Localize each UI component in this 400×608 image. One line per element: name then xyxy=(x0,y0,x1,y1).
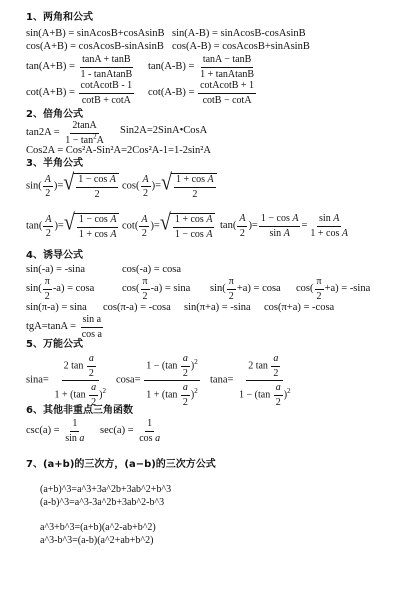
formula-sin-halfpi-minus: sin( $\frac{\pi}{2}$ -a) = cosa xyxy=(26,276,95,302)
formula-cos-halfpi-minus: cos( $\frac{\pi}{2}$ -a) = sina xyxy=(122,276,191,302)
formula-sin-halfpi-plus: sin( $\frac{\pi}{2}$ +a) = cosa xyxy=(210,276,281,302)
formula-sin-pi-plus: sin(π+a) = -sina xyxy=(184,302,251,313)
formula-sin-sum: sin(A+B) = sinAcosB+cosAsinB xyxy=(26,28,165,39)
section-heading-1: 1、两角和公式 xyxy=(26,12,93,23)
formula-cos-neg: cos(-a) = cosa xyxy=(122,264,181,275)
formula-sin-neg: sin(-a) = -sina xyxy=(26,264,85,275)
section-heading-2: 2、倍角公式 xyxy=(26,109,83,120)
formula-cos-double: Cos2A = Cos²A-Sin²A=2Cos²A-1=1-2sin²A xyxy=(26,145,211,156)
formula-cos-pi-minus: cos(π-a) = -cosa xyxy=(103,302,171,313)
formula-tan-sum: tan(A+B) = $\frac{\tan A + \tan B}{\text{1 - tanAtanB}}$ xyxy=(26,54,133,80)
formula-sec: sec(a) = $\frac{1}{\text{cos a}}$ xyxy=(100,418,161,444)
section-heading-5: 5、万能公式 xyxy=(26,339,83,350)
formula-sin-half: sin( $\frac{A}{2}$ )= √ $\frac{\text{1 − cos A}}{2}$ xyxy=(26,173,119,200)
formula-cot-sum: cot(A+B) = $\frac{\text{cotAcotB - 1}}{\cot B + \cot A}$ xyxy=(26,80,133,106)
section-heading-7: 7、(a+b)的三次方，(a−b)的三次方公式 xyxy=(26,459,216,470)
section-heading-6: 6、其他非重点三角函数 xyxy=(26,405,133,416)
section-heading-3: 3、半角公式 xyxy=(26,158,83,169)
formula-sum-of-cubes: a^3+b^3=(a+b)(a^2-ab+b^2) xyxy=(40,522,156,533)
formula-universal-sin: sina= 2 tan $\frac{a}{2}$ 1 + (tan $\frac{a}{2}$ )$^2$ xyxy=(26,353,106,408)
formula-cos-half: cos( $\frac{A}{2}$ )= √ $\frac{\text{1 + cos A}}{2}$ xyxy=(122,173,217,200)
formula-sin-double: Sin2A=2SinA•CosA xyxy=(120,125,208,136)
formula-cos-sum: cos(A+B) = cosAcosB-sinAsinB xyxy=(26,41,164,52)
formula-universal-tan: tana= 2 tan $\frac{a}{2}$ 1 − (tan $\frac{a}{2}$ )$^2$ xyxy=(210,353,291,408)
formula-cos-halfpi-plus: cos( $\frac{\pi}{2}$ +a) = -sina xyxy=(296,276,371,302)
formula-tan-double: tan2A = $\frac{2\tan A}{1 - \tan^2A}$ xyxy=(26,120,104,146)
formula-sin-diff: sin(A-B) = sinAcosB-cosAsinB xyxy=(172,28,306,39)
formula-tan-half-alt: tan( $\frac{A}{2}$ )= $\frac{\text{1 − cos A}}{\text{sin A}}$ = $\frac{\text{sin A}}{\text{1 + cos A}}$ xyxy=(220,213,348,239)
formula-cube-diff: (a-b)^3=a^3-3a^2b+3ab^2-b^3 xyxy=(40,497,165,508)
formula-tan-half: tan( $\frac{A}{2}$ )= √ $\frac{\text{1 − cos A}}{\text{1 + cos A}}$ xyxy=(26,213,119,240)
formula-cos-diff: cos(A-B) = cosAcosB+sinAsinB xyxy=(172,41,310,52)
section-heading-4: 4、诱导公式 xyxy=(26,250,83,261)
formula-cot-half: cot( $\frac{A}{2}$ )= √ $\frac{\text{1 + cos A}}{\text{1 − cos A}}$ xyxy=(122,213,215,240)
formula-diff-of-cubes: a^3-b^3=(a-b)(a^2+ab+b^2) xyxy=(40,535,154,546)
formula-sin-pi-minus: sin(π-a) = sina xyxy=(26,302,87,313)
formula-cot-diff: cot(A-B) = $\frac{\text{cotAcotB + 1}}{\cot B - \cot A}$ xyxy=(148,80,255,106)
formula-csc: csc(a) = $\frac{1}{\text{sin a}}$ xyxy=(26,418,85,444)
formula-universal-cos: cosa= 1 − (tan $\frac{a}{2}$ )$^2$ 1 + (tan $\frac{a}{2}$ )$^2$ xyxy=(116,353,198,408)
formula-tga: tgA=tanA = $\frac{\text{sin a}}{\text{cos a}}$ xyxy=(26,314,102,340)
formula-cos-pi-plus: cos(π+a) = -cosa xyxy=(264,302,335,313)
formula-cube-sum: (a+b)^3=a^3+3a^2b+3ab^2+b^3 xyxy=(40,484,172,495)
formula-tan-diff: tan(A-B) = $\frac{\tan A - \tan B}{\text{1 + tanAtanB}}$ xyxy=(148,54,255,80)
